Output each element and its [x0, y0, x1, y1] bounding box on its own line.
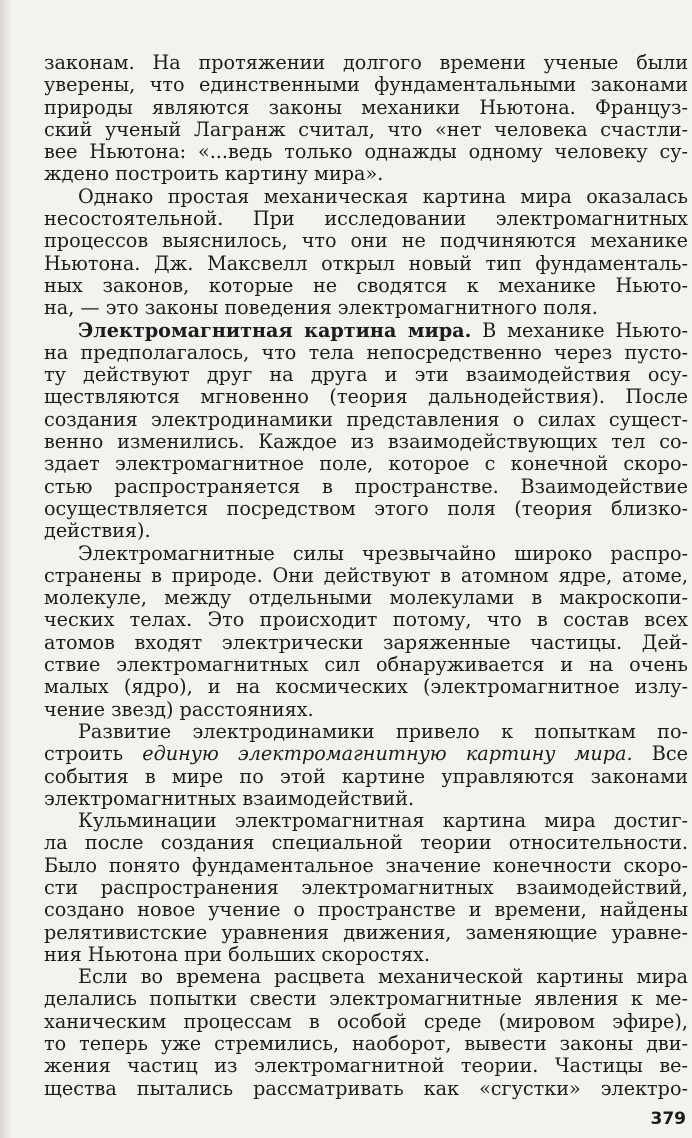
- paragraph: [44, 186, 688, 320]
- text-line: [44, 74, 688, 96]
- page-body: [44, 52, 688, 1100]
- text-run: ждено построить картину мира».: [44, 162, 384, 186]
- text-run: ла после создания специальной теории относительности.: [44, 831, 688, 855]
- text-line: [44, 230, 688, 252]
- text-run: создано новое учение о пространстве и времени, найдены: [44, 898, 688, 922]
- text-run: ческих телах. Это происходит потому, что в состав всех: [44, 608, 688, 632]
- text-run: на предполагалось, что тела непосредственно через пусто-: [44, 340, 688, 364]
- text-line: [44, 119, 688, 141]
- text-line: [44, 364, 688, 386]
- text-line: [44, 342, 688, 364]
- page-edge-shadow: [0, 0, 12, 1138]
- text-run: природы являются законы механики Ньютона. Француз-: [44, 95, 688, 119]
- section-heading: Электромагнитная картина мира.: [78, 318, 472, 342]
- text-line: [44, 1078, 688, 1100]
- paragraph: [44, 966, 688, 1100]
- text-run: вее Ньютона: «...ведь только однажды одному человеку су-: [44, 140, 688, 164]
- text-run: несостоятельной. При исследовании электромагнитных: [44, 207, 688, 231]
- text-run: чение звезд) расстояниях.: [44, 697, 314, 721]
- text-line: [44, 431, 688, 453]
- text-line: [44, 1055, 688, 1077]
- text-run: события в мире по этой картине управляются законами: [44, 764, 688, 788]
- text-line: [44, 520, 688, 542]
- text-run: Кульминации электромагнитная картина мира достиг-: [78, 809, 688, 833]
- text-line: [44, 52, 688, 74]
- text-line: [44, 275, 688, 297]
- text-run: жения частиц из электромагнитной теории. Частицы ве-: [44, 1054, 688, 1078]
- paragraph: [44, 320, 688, 543]
- text-line: [44, 810, 688, 832]
- text-line: [44, 1011, 688, 1033]
- text-run: Ньютона. Дж. Максвелл открыл новый тип фундаменталь-: [44, 251, 688, 275]
- text-run: Однако простая механическая картина мира оказалась: [78, 184, 688, 208]
- text-run: Развитие электродинамики привело к попыткам по-: [78, 719, 688, 743]
- text-line: [44, 944, 688, 966]
- text-run: Было понято фундаментальное значение конечности скоро-: [44, 853, 688, 877]
- text-run: то теперь уже стремились, наоборот, вывести законы дви-: [44, 1032, 688, 1056]
- paragraph: [44, 543, 688, 721]
- paragraph: [44, 810, 688, 966]
- text-line: [44, 788, 688, 810]
- text-run: создания электродинамики представления о силах сущест-: [44, 407, 688, 431]
- text-run: электромагнитных взаимодействий.: [44, 786, 415, 810]
- text-run: законам. На протяжении долгого времени ученые были: [44, 51, 688, 74]
- text-line: [44, 877, 688, 899]
- text-line: [44, 141, 688, 163]
- text-line: [44, 966, 688, 988]
- text-run: молекуле, между отдельными молекулами в макроскопи-: [44, 586, 688, 610]
- text-line: [44, 386, 688, 408]
- text-run: ский ученый Лагранж считал, что «нет человека счастли-: [44, 117, 688, 141]
- text-run: ту действуют друг на друга и эти взаимодействия осу-: [44, 363, 688, 387]
- text-line: [44, 609, 688, 631]
- text-line: [44, 1033, 688, 1055]
- text-run: венно изменились. Каждое из взаимодействующих тел со-: [44, 430, 688, 454]
- paragraph: [44, 721, 688, 810]
- text-line: [44, 409, 688, 431]
- text-run: процессов выяснилось, что они не подчиняются механике: [44, 229, 688, 253]
- text-line: [44, 320, 688, 342]
- text-line: [44, 654, 688, 676]
- text-run: уверены, что единственными фундаментальными законами: [44, 73, 688, 97]
- text-run: действия).: [44, 519, 151, 543]
- text-line: [44, 587, 688, 609]
- text-run: осуществляется посредством этого поля (теория близко-: [44, 496, 688, 520]
- text-line: [44, 832, 688, 854]
- text-line: [44, 208, 688, 230]
- text-line: [44, 988, 688, 1010]
- text-run: щества пытались рассматривать как «сгустки» электро-: [44, 1076, 688, 1100]
- text-run: строить: [44, 742, 143, 766]
- emphasis-text: единую электромагнитную картину мира.: [142, 742, 633, 766]
- text-line: [44, 476, 688, 498]
- text-line: [44, 97, 688, 119]
- text-line: [44, 632, 688, 654]
- text-run: ствие электромагнитных сил обнаруживается и на очень: [44, 653, 688, 677]
- text-line: [44, 253, 688, 275]
- text-run: релятивистские уравнения движения, заменяющие уравне-: [44, 920, 688, 944]
- text-run: стью распространяется в пространстве. Взаимодействие: [44, 474, 688, 498]
- text-run: сти распространения электромагнитных взаимодействий,: [44, 875, 688, 899]
- page-number: 379: [650, 1109, 686, 1129]
- text-line: [44, 565, 688, 587]
- text-run: атомов входят электрически заряженные частицы. Дей-: [44, 630, 688, 654]
- text-run: здает электромагнитное поле, которое с конечной скоро-: [44, 452, 688, 476]
- text-line: [44, 699, 688, 721]
- text-run: Если во времена расцвета механической картины мира: [78, 965, 688, 989]
- text-run: ных законов, которые не сводятся к механике Ньюто-: [44, 273, 688, 297]
- text-run: странены в природе. Они действуют в атомном ядре, атоме,: [44, 563, 688, 587]
- text-line: [44, 297, 688, 319]
- text-line: [44, 899, 688, 921]
- text-run: Электромагнитные силы чрезвычайно широко распро-: [78, 541, 688, 565]
- text-line: [44, 498, 688, 520]
- text-line: [44, 543, 688, 565]
- text-run: ханическим процессам в особой среде (мировом эфире),: [44, 1009, 688, 1033]
- text-run: ществляются мгновенно (теория дальнодействия). После: [44, 385, 688, 409]
- text-line: [44, 766, 688, 788]
- text-run: В механике Ньюто-: [471, 318, 688, 342]
- text-run: на, — это законы поведения электромагнитного поля.: [44, 296, 598, 320]
- text-line: [44, 676, 688, 698]
- text-line: [44, 922, 688, 944]
- text-line: [44, 721, 688, 743]
- text-run: делались попытки свести электромагнитные явления к ме-: [44, 987, 688, 1011]
- text-line: [44, 743, 688, 765]
- text-run: малых (ядро), и на космических (электромагнитное излу-: [44, 675, 688, 699]
- text-run: ния Ньютона при больших скоростях.: [44, 942, 430, 966]
- text-line: [44, 855, 688, 877]
- text-line: [44, 163, 688, 185]
- text-line: [44, 186, 688, 208]
- text-run: Все: [632, 742, 688, 766]
- text-line: [44, 453, 688, 475]
- paragraph: [44, 52, 688, 186]
